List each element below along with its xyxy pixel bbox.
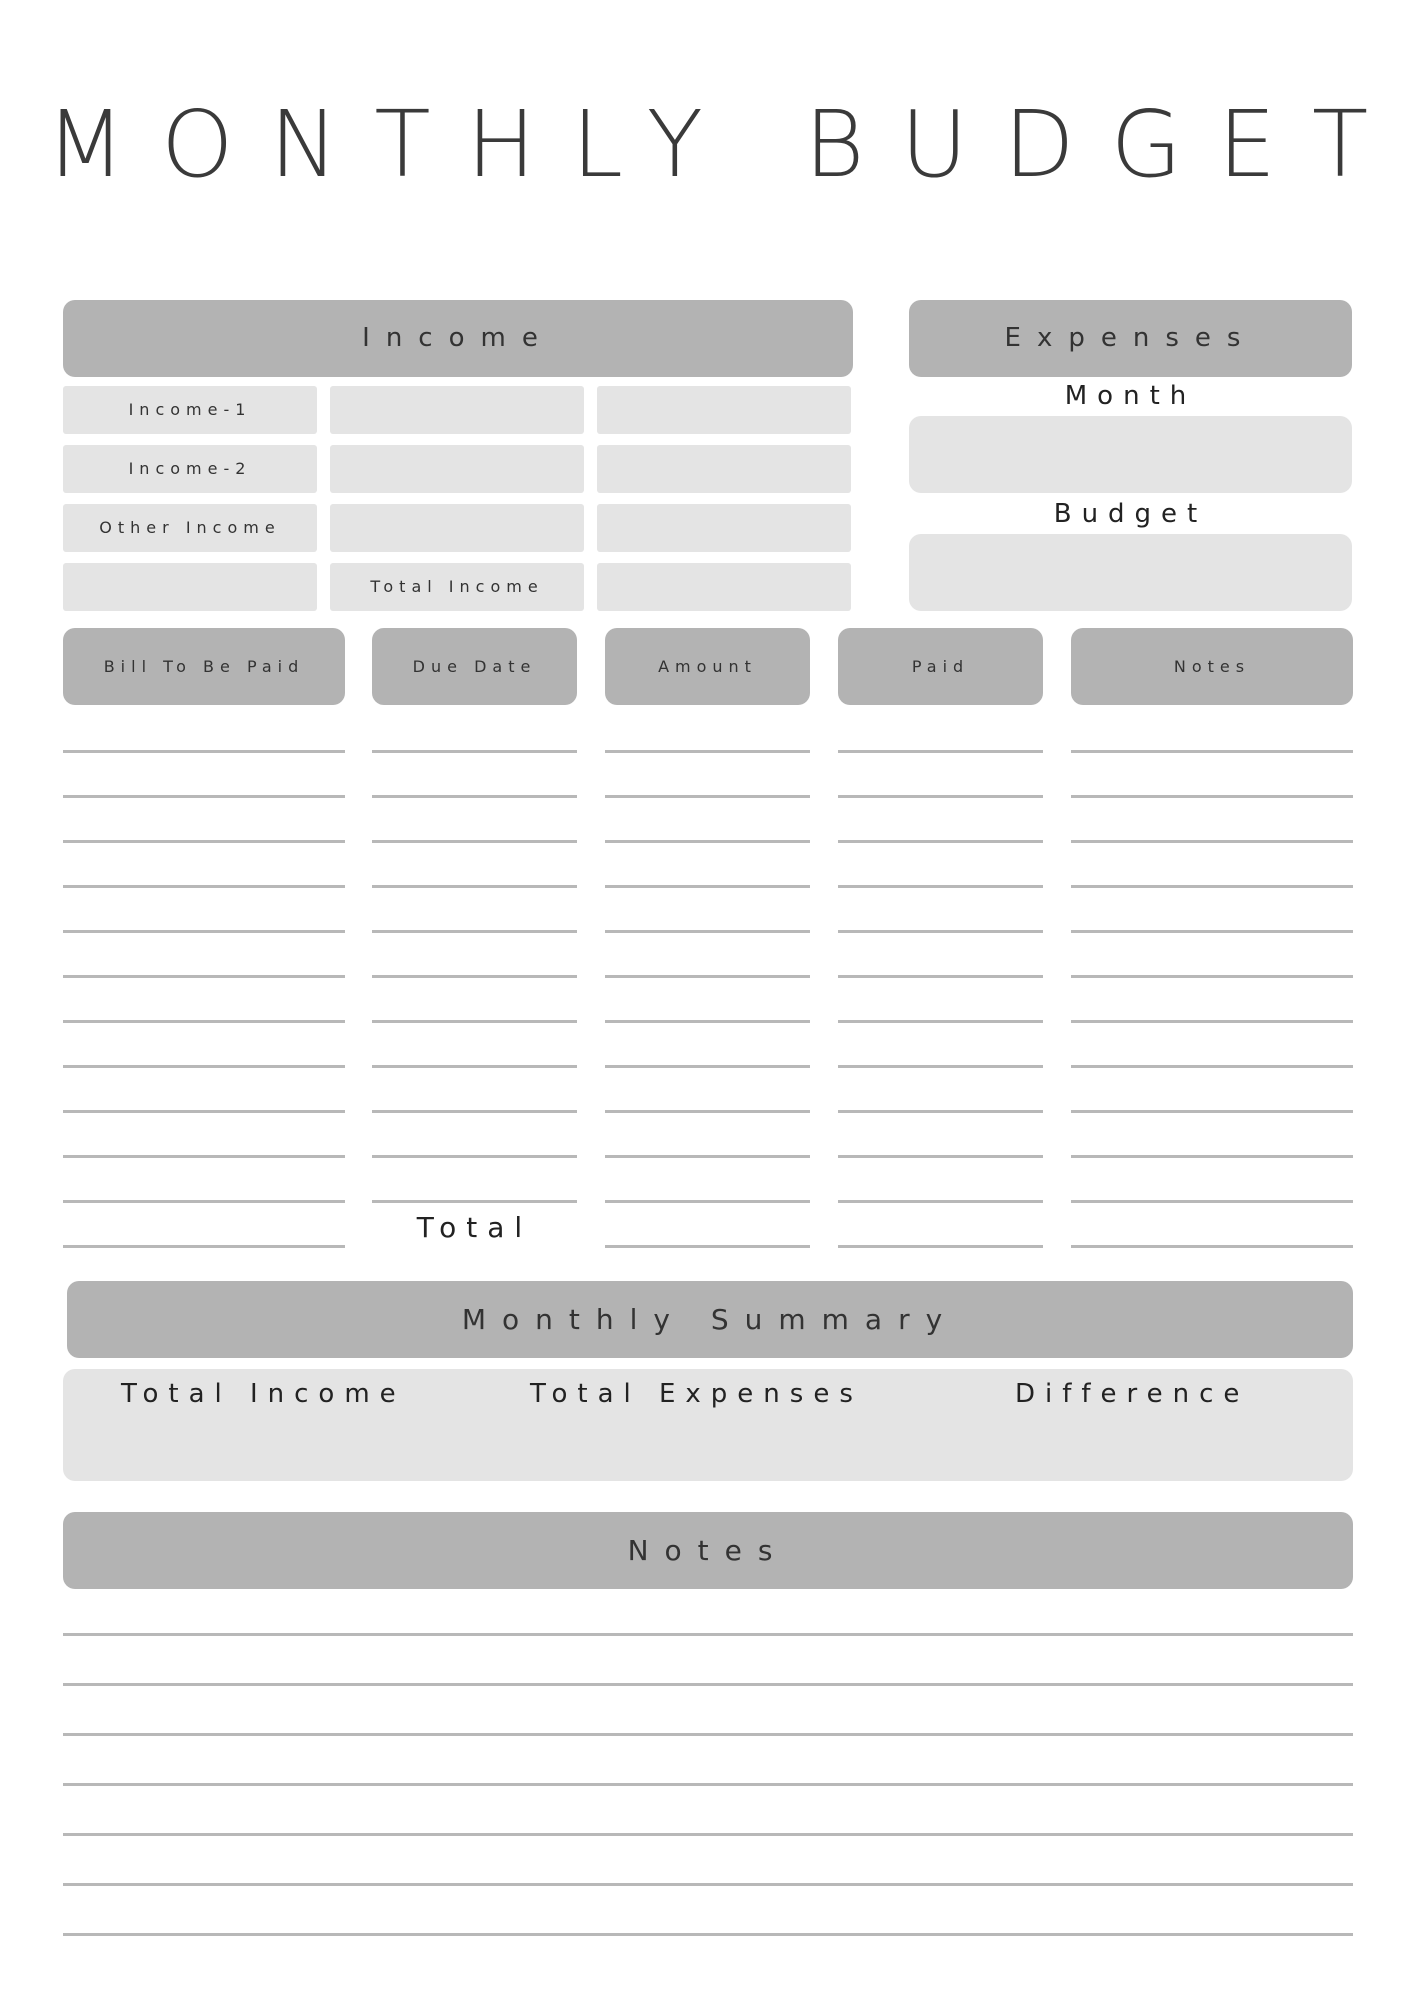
notes-entry-line[interactable] [1071, 795, 1353, 798]
notes-entry-line[interactable] [1071, 840, 1353, 843]
income-2-label: Income-2 [63, 445, 317, 493]
bill-to-be-paid-column-header: Bill To Be Paid [63, 628, 345, 705]
page-title: MONTHLY BUDGET [45, 91, 1405, 198]
bill-entry-line[interactable] [63, 885, 345, 888]
monthly-summary-header: Monthly Summary [67, 1281, 1353, 1358]
total-income-blank-cell [63, 563, 317, 611]
notes-entry-line[interactable] [63, 1833, 1353, 1836]
expenses-header: Expenses [909, 300, 1352, 377]
amount-entry-line[interactable] [605, 750, 810, 753]
amount-entry-line[interactable] [605, 885, 810, 888]
due-date-entry-line[interactable] [372, 1065, 577, 1068]
bill-entry-line[interactable] [63, 1110, 345, 1113]
amount-entry-line[interactable] [605, 1110, 810, 1113]
bill-entry-line[interactable] [63, 795, 345, 798]
notes-entry-line[interactable] [1071, 930, 1353, 933]
paid-entry-line[interactable] [838, 975, 1043, 978]
bill-entry-line[interactable] [63, 1020, 345, 1023]
bill-entry-line[interactable] [63, 750, 345, 753]
total-income-label: Total Income [330, 563, 584, 611]
paid-entry-line[interactable] [838, 1200, 1043, 1203]
amount-entry-line[interactable] [605, 930, 810, 933]
notes-entry-line[interactable] [1071, 1110, 1353, 1113]
bill-entry-line[interactable] [63, 975, 345, 978]
due-date-entry-line[interactable] [372, 975, 577, 978]
paid-entry-line[interactable] [838, 750, 1043, 753]
amount-entry-line[interactable] [605, 1155, 810, 1158]
summary-difference-label: Difference [1015, 1379, 1250, 1409]
other-income-amount-field[interactable] [330, 504, 584, 552]
paid-entry-line[interactable] [838, 840, 1043, 843]
due-date-entry-line[interactable] [372, 1200, 577, 1203]
paid-column-header: Paid [838, 628, 1043, 705]
notes-entry-line[interactable] [1071, 975, 1353, 978]
amount-entry-line[interactable] [605, 1020, 810, 1023]
notes-header: Notes [63, 1512, 1353, 1589]
paid-entry-line[interactable] [838, 885, 1043, 888]
notes-entry-line[interactable] [1071, 1065, 1353, 1068]
paid-entry-line[interactable] [838, 1155, 1043, 1158]
bill-entry-line[interactable] [63, 1065, 345, 1068]
notes-entry-line[interactable] [1071, 1020, 1353, 1023]
notes-entry-line[interactable] [63, 1933, 1353, 1936]
due-date-column-header: Due Date [372, 628, 577, 705]
notes-entry-line[interactable] [1071, 1245, 1353, 1248]
other-income-extra-field[interactable] [597, 504, 851, 552]
summary-panel[interactable] [63, 1369, 1353, 1481]
bill-entry-line[interactable] [63, 930, 345, 933]
notes-entry-line[interactable] [1071, 1155, 1353, 1158]
income-1-label: Income-1 [63, 386, 317, 434]
bills-total-label: Total [372, 1206, 577, 1250]
bill-entry-line[interactable] [63, 1200, 345, 1203]
amount-entry-line[interactable] [605, 1065, 810, 1068]
notes-entry-line[interactable] [63, 1883, 1353, 1886]
amount-entry-line[interactable] [605, 1245, 810, 1248]
paid-entry-line[interactable] [838, 1020, 1043, 1023]
paid-entry-line[interactable] [838, 1065, 1043, 1068]
paid-entry-line[interactable] [838, 930, 1043, 933]
notes-entry-line[interactable] [1071, 750, 1353, 753]
due-date-entry-line[interactable] [372, 795, 577, 798]
bill-entry-line[interactable] [63, 840, 345, 843]
due-date-entry-line[interactable] [372, 930, 577, 933]
month-label: Month [1064, 381, 1197, 411]
budget-label: Budget [1053, 499, 1208, 529]
amount-entry-line[interactable] [605, 840, 810, 843]
notes-entry-line[interactable] [1071, 1200, 1353, 1203]
income-1-amount-field[interactable] [330, 386, 584, 434]
paid-entry-line[interactable] [838, 795, 1043, 798]
total-income-field[interactable] [597, 563, 851, 611]
due-date-entry-line[interactable] [372, 1155, 577, 1158]
notes-entry-line[interactable] [1071, 885, 1353, 888]
bill-entry-line[interactable] [63, 1155, 345, 1158]
summary-total-expenses-label: Total Expenses [530, 1379, 863, 1409]
notes-entry-line[interactable] [63, 1633, 1353, 1636]
notes-column-header: Notes [1071, 628, 1353, 705]
month-field[interactable] [909, 416, 1352, 493]
notes-entry-line[interactable] [63, 1733, 1353, 1736]
amount-entry-line[interactable] [605, 795, 810, 798]
amount-entry-line[interactable] [605, 975, 810, 978]
due-date-entry-line[interactable] [372, 750, 577, 753]
income-1-extra-field[interactable] [597, 386, 851, 434]
due-date-entry-line[interactable] [372, 1020, 577, 1023]
income-2-amount-field[interactable] [330, 445, 584, 493]
amount-entry-line[interactable] [605, 1200, 810, 1203]
budget-field[interactable] [909, 534, 1352, 611]
paid-entry-line[interactable] [838, 1245, 1043, 1248]
income-header: Income [63, 300, 853, 377]
due-date-entry-line[interactable] [372, 840, 577, 843]
notes-entry-line[interactable] [63, 1683, 1353, 1686]
bill-entry-line[interactable] [63, 1245, 345, 1248]
income-2-extra-field[interactable] [597, 445, 851, 493]
amount-column-header: Amount [605, 628, 810, 705]
other-income-label: Other Income [63, 504, 317, 552]
notes-entry-line[interactable] [63, 1783, 1353, 1786]
summary-total-income-label: Total Income [121, 1379, 406, 1409]
paid-entry-line[interactable] [838, 1110, 1043, 1113]
due-date-entry-line[interactable] [372, 885, 577, 888]
due-date-entry-line[interactable] [372, 1110, 577, 1113]
